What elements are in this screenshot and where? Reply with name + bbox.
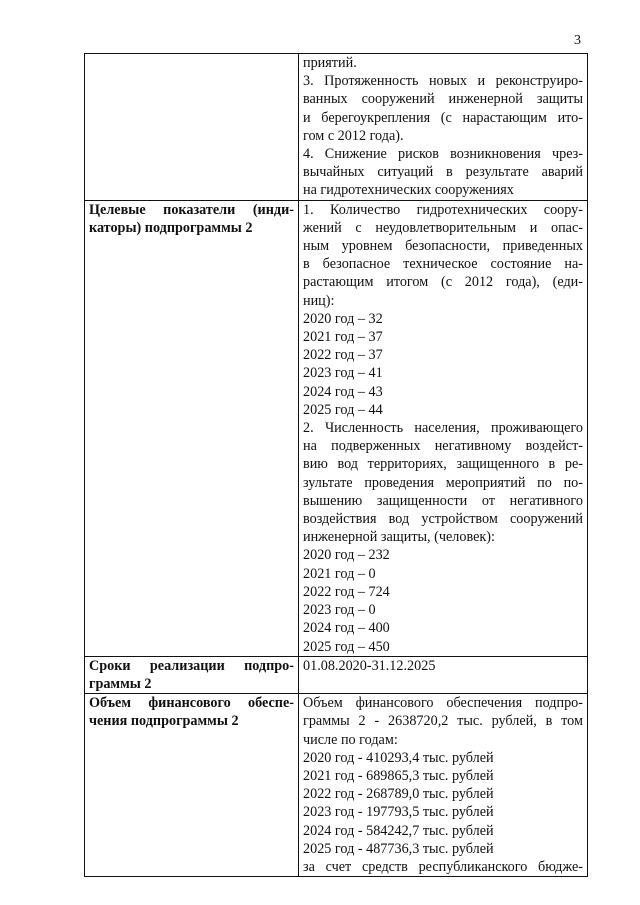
row-value-line: ванных сооружений инженерной защиты (303, 91, 583, 108)
row-value-line: 2. Численность населения, проживающего (303, 420, 583, 437)
row-value-line: 2023 год – 41 (303, 365, 383, 382)
row-value-line: зультате проведения мероприятий по по- (303, 474, 583, 491)
row-value-line: жений с неудовлетворительным и опас- (303, 219, 583, 236)
page-number: 3 (574, 33, 581, 48)
row-value-line: на подверженных негативному воздейст- (303, 438, 583, 455)
row-value-line: вышению защищенности от негативного (303, 492, 583, 509)
row-label-cell (85, 54, 299, 201)
row-value-line: 2024 год – 43 (303, 383, 383, 400)
row-value-line: растающим итогом (с 2012 года), (еди- (303, 274, 583, 291)
row-value-line: ниц): (303, 292, 335, 309)
row-value-line: воздействия вод устройством сооружений (303, 511, 583, 528)
row-label-line: Целевые показатели (инди- (89, 201, 294, 218)
subprogram-passport-table (84, 53, 588, 877)
row-value-line: и берегоукрепления (с нарастающим ито- (303, 109, 583, 126)
row-value-line: 2024 год - 584242,7 тыс. рублей (303, 822, 494, 839)
row-label-cell (85, 656, 299, 693)
row-value-line: 4. Снижение рисков возникновения чрез- (303, 146, 583, 163)
row-value-line: 2020 год - 410293,4 тыс. рублей (303, 749, 494, 766)
row-value-line: 2020 год – 232 (303, 547, 390, 564)
row-value-line: вию вод территориях, защищенного в ре- (303, 456, 583, 473)
row-value-cell (299, 200, 588, 656)
row-value-line: 2025 год - 487736,3 тыс. рублей (303, 840, 494, 857)
row-value-line: 2021 год – 0 (303, 565, 376, 582)
row-value-line: 2023 год - 197793,5 тыс. рублей (303, 804, 494, 821)
row-value-line: 2020 год – 32 (303, 310, 383, 327)
row-value-line: 3. Протяженность новых и реконструиро- (303, 73, 583, 90)
row-value-line: 2022 год – 37 (303, 347, 383, 364)
row-value-line: гом с 2012 года). (303, 127, 404, 144)
row-value-line: приятий. (303, 55, 357, 71)
table-row (85, 54, 588, 201)
row-label-line: каторы) подпрограммы 2 (89, 219, 253, 236)
row-value-line: в безопасное техническое состояние на- (303, 256, 583, 273)
row-value-line: инженерной защиты, (человек): (303, 529, 495, 546)
row-value-line: 2023 год – 0 (303, 602, 376, 619)
row-value-line: Объем финансового обеспечения подпро- (303, 695, 583, 712)
row-value-cell (299, 694, 588, 877)
row-value-line: граммы 2 - 2638720,2 тыс. рублей, в том (303, 713, 583, 730)
row-value-line: 2022 год – 724 (303, 583, 390, 600)
row-value-line: 2025 год – 450 (303, 638, 390, 655)
row-value-line: ным уровнем безопасности, приведенных (303, 238, 583, 255)
table-body (85, 54, 588, 877)
row-label-line: Сроки реализации подпро- (89, 657, 294, 674)
row-label-line: граммы 2 (89, 675, 152, 692)
row-value-cell (299, 656, 588, 693)
row-value-line: вычайных ситуаций в результате аварий (303, 164, 583, 181)
row-value-line: 1. Количество гидротехнических соору- (303, 201, 583, 218)
row-label-line: Объем финансового обеспе- (89, 695, 294, 712)
row-label-cell (85, 694, 299, 877)
row-value-line: за счет средств республиканского бюдже- (303, 858, 583, 875)
row-value-line: 2022 год - 268789,0 тыс. рублей (303, 786, 494, 803)
row-value-line: числе по годам: (303, 731, 398, 748)
row-label-cell (85, 200, 299, 656)
row-value-line: 2021 год - 689865,3 тыс. рублей (303, 767, 494, 784)
row-value-line: на гидротехнических сооружениях (303, 182, 514, 199)
row-value-line: 2024 год – 400 (303, 620, 390, 637)
row-label-line: чения подпрограммы 2 (89, 713, 239, 730)
table-row (85, 656, 588, 693)
row-value-line: 2021 год – 37 (303, 329, 383, 346)
row-value-line: 2025 год – 44 (303, 401, 383, 418)
row-value-line: 01.08.2020-31.12.2025 (303, 657, 436, 674)
table-row (85, 200, 588, 656)
row-value-cell (299, 54, 588, 201)
table-row (85, 694, 588, 877)
